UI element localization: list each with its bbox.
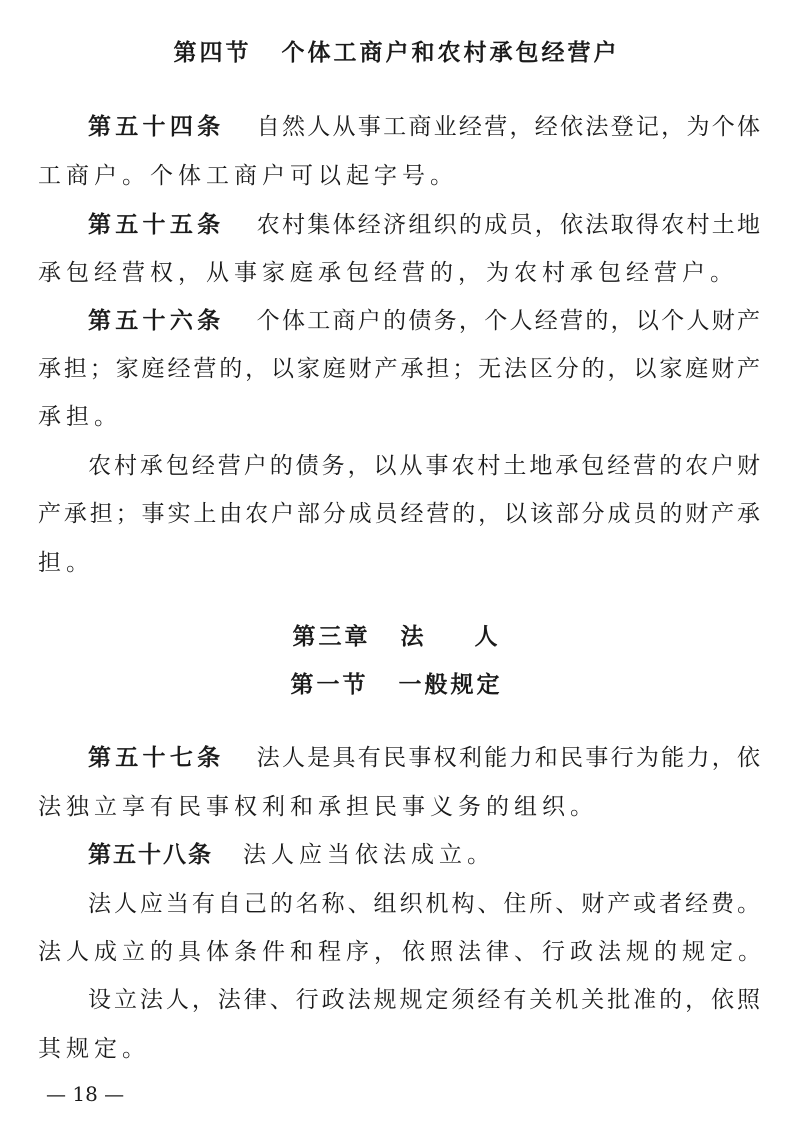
- article-text: 农村集体经济组织的成员，依法取得农村土地: [254, 212, 761, 238]
- article-54-line-1: [88, 112, 760, 142]
- chapter-title-part: 人: [474, 624, 501, 650]
- section-heading: [0, 38, 793, 68]
- article-58-line-1: [88, 840, 760, 870]
- article-label: 第五十七条: [88, 745, 225, 771]
- article-text: 自然人从事工商业经营，经依法登记，为个体: [254, 114, 761, 140]
- article-58-para2-line-1: 法人应当有自己的名称、组织机构、住所、财产或者经费。: [88, 891, 760, 917]
- article-58-para2-line-2: 法人成立的具体条件和程序，依照法律、行政法规的规定。: [38, 939, 766, 965]
- section-title: 个体工商户和农村承包经营户: [281, 40, 620, 66]
- page-number: — 18 —: [46, 1082, 125, 1106]
- article-text: 法人是具有民事权利能力和民事行为能力，依: [254, 745, 761, 771]
- article-text: 法人应当依法成立。: [243, 842, 495, 868]
- article-56-para2-line-2: 产承担；事实上由农户部分成员经营的，以该部分成员的财产承: [38, 501, 760, 527]
- article-55-line-2: 承包经营权，从事家庭承包经营的，为农村承包经营户。: [38, 260, 738, 286]
- article-54-line-2: 工商户。个体工商户可以起字号。: [38, 163, 458, 189]
- section-number: 第一节: [290, 672, 369, 698]
- article-text: 个体工商户的债务，个人经营的，以个人财产: [254, 308, 761, 334]
- chapter-title-part: 法: [400, 624, 427, 650]
- article-label: 第五十四条: [88, 114, 225, 140]
- section-number: 第四节: [173, 40, 252, 66]
- article-label: 第五十五条: [88, 212, 225, 238]
- article-57-line-2: 法独立享有民事权利和承担民事义务的组织。: [38, 794, 598, 820]
- article-56-para2-line-1: 农村承包经营户的债务，以从事农村土地承包经营的农户财: [88, 453, 760, 479]
- section-heading: [0, 670, 793, 700]
- article-58-para3-line-2: 其规定。: [38, 1036, 150, 1062]
- article-56-para2-line-3: 担。: [38, 550, 94, 576]
- article-57-line-1: [88, 743, 760, 773]
- chapter-number: 第三章: [292, 624, 371, 650]
- article-56-line-3: 承担。: [38, 404, 122, 430]
- article-label: 第五十六条: [88, 308, 225, 334]
- article-label: 第五十八条: [88, 842, 213, 868]
- section-title: 一般规定: [398, 672, 503, 698]
- article-55-line-1: [88, 210, 760, 240]
- article-58-para3-line-1: 设立法人，法律、行政法规规定须经有关机关批准的，依照: [88, 987, 760, 1013]
- chapter-heading: [0, 622, 793, 652]
- article-56-line-2: 承担；家庭经营的，以家庭财产承担；无法区分的，以家庭财产: [38, 356, 760, 382]
- article-56-line-1: [88, 306, 760, 336]
